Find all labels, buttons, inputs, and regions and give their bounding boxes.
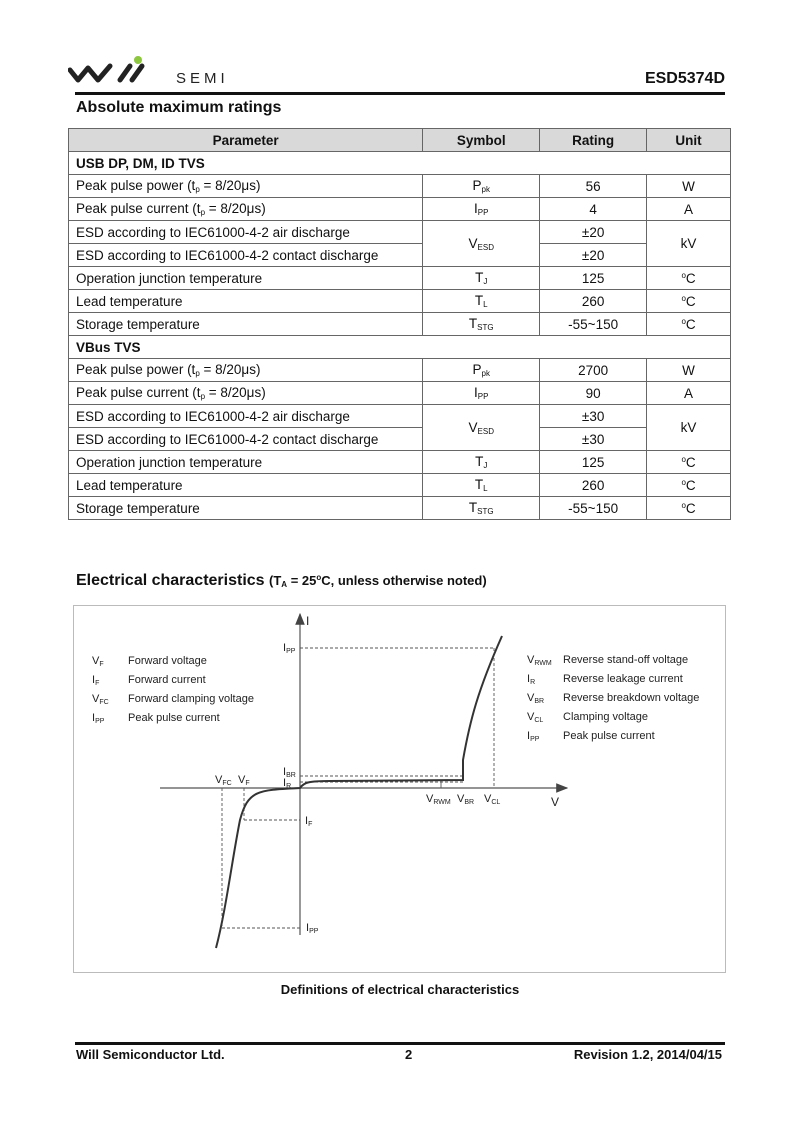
parameter-cell: ESD according to IEC61000-4-2 contact discharge [69,244,423,267]
electrical-condition: ($T_A = 25^oC$, unless otherwise noted) [269,573,487,589]
parameter-cell: ESD according to IEC61000-4-2 air discharge [69,405,423,428]
parameter-cell: ESD according to IEC61000-4-2 air discharge [69,221,423,244]
rating-cell: 260 [540,290,647,313]
svg-text:VCL: VCL [527,711,544,724]
symbol-cell: $T_J$ [423,451,540,474]
rating-cell: 2700 [540,359,647,382]
svg-text:VF: VF [92,655,104,668]
rating-cell: 90 [540,382,647,405]
absolute-max-title: Absolute maximum ratings [76,99,282,116]
symbol-cell: $T_J$ [423,267,540,290]
rating-cell: ±20 [540,221,647,244]
col-header-unit: Unit [647,129,731,152]
unit-cell: A [647,382,731,405]
svg-text:IR: IR [283,777,292,790]
symbol-cell: $P_{pk}$ [423,175,540,198]
svg-text:Clamping voltage: Clamping voltage [563,711,648,723]
footer-company: Will Semiconductor Ltd. [76,1047,225,1062]
svg-text:VCL: VCL [484,793,501,806]
svg-text:VFC: VFC [215,774,232,787]
svg-text:IBR: IBR [283,766,296,779]
unit-cell: W [647,175,731,198]
rating-cell: 260 [540,474,647,497]
svg-text:Reverse breakdown voltage: Reverse breakdown voltage [563,692,700,704]
symbol-cell: $T_{STG}$ [423,313,540,336]
group-label: USB DP, DM, ID TVS [69,152,731,175]
symbol-cell: $T_L$ [423,290,540,313]
svg-text:Forward voltage: Forward voltage [128,655,207,667]
symbol-cell: $P_{pk}$ [423,359,540,382]
symbol-cell: $V_{ESD}$ [423,221,540,267]
svg-text:IPP: IPP [306,922,319,935]
unit-cell: $^o$C [647,313,731,336]
rating-cell: 4 [540,198,647,221]
svg-text:IR: IR [527,673,536,686]
unit-cell: $^o$C [647,267,731,290]
svg-text:Reverse stand-off voltage: Reverse stand-off voltage [563,654,689,666]
footer-revision: Revision 1.2, 2014/04/15 [573,1047,722,1062]
svg-text:Reverse leakage current: Reverse leakage current [563,673,683,685]
unit-cell: $^o$C [647,290,731,313]
svg-text:IF: IF [305,815,313,828]
svg-text:Forward clamping voltage: Forward clamping voltage [128,693,254,705]
figure-caption: Definitions of electrical characteristics [280,982,520,997]
unit-cell: $^o$C [647,474,731,497]
svg-text:Peak pulse current: Peak pulse current [563,730,655,742]
svg-text:VBR: VBR [457,793,475,806]
symbol-cell: $V_{ESD}$ [423,405,540,451]
electrical-title-text: Electrical characteristics [76,572,265,589]
rating-cell: -55~150 [540,497,647,520]
rating-cell: 125 [540,267,647,290]
group-label: VBus TVS [69,336,731,359]
unit-cell: kV [647,221,731,267]
col-header-parameter: Parameter [69,129,423,152]
logo-text: SEMI [176,70,229,87]
parameter-cell: Peak pulse current $(t_p = 8/20\mu s)$ [69,198,423,221]
document-id: ESD5374D [644,70,725,87]
svg-text:VRWM: VRWM [527,654,552,667]
rating-cell: ±30 [540,428,647,451]
svg-text:IF: IF [92,674,100,687]
parameter-cell: Peak pulse current $(t_p = 8/20\mu s)$ [69,382,423,405]
parameter-cell: Operation junction temperature [69,451,423,474]
parameter-cell: Storage temperature [69,497,423,520]
svg-text:Forward current: Forward current [128,674,206,686]
right-legend [527,654,699,743]
symbol-cell: $T_{STG}$ [423,497,540,520]
svg-text:I: I [306,614,310,628]
unit-cell: A [647,198,731,221]
parameter-cell: ESD according to IEC61000-4-2 contact discharge [69,428,423,451]
rating-cell: ±20 [540,244,647,267]
symbol-cell: $T_L$ [423,474,540,497]
svg-text:VF: VF [238,774,250,787]
unit-cell: kV [647,405,731,451]
symbol-cell: $I_{PP}$ [423,198,540,221]
rating-cell: 56 [540,175,647,198]
svg-text:IPP: IPP [283,642,296,655]
parameter-cell: Operation junction temperature [69,267,423,290]
rating-cell: 125 [540,451,647,474]
unit-cell: $^o$C [647,451,731,474]
symbol-cell: $I_{PP}$ [423,382,540,405]
rating-cell: ±30 [540,405,647,428]
svg-text:V: V [551,795,560,809]
parameter-cell: Lead temperature [69,290,423,313]
svg-text:IPP: IPP [92,712,105,725]
col-header-symbol: Symbol [423,129,540,152]
footer-page-number: 2 [405,1047,413,1062]
unit-cell: W [647,359,731,382]
footer-rule [75,1042,725,1045]
col-header-rating: Rating [540,129,647,152]
parameter-cell: Lead temperature [69,474,423,497]
parameter-cell: Peak pulse power $(t_p = 8/20\mu s)$ [69,175,423,198]
left-legend [92,655,254,725]
unit-cell: $^o$C [647,497,731,520]
svg-text:VFC: VFC [92,693,109,706]
rating-cell: -55~150 [540,313,647,336]
svg-text:VBR: VBR [527,692,545,705]
parameter-cell: Peak pulse power $(t_p = 8/20\mu s)$ [69,359,423,382]
parameter-cell: Storage temperature [69,313,423,336]
svg-text:Peak pulse current: Peak pulse current [128,712,220,724]
svg-text:IPP: IPP [527,730,540,743]
svg-text:VRWM: VRWM [426,793,451,806]
